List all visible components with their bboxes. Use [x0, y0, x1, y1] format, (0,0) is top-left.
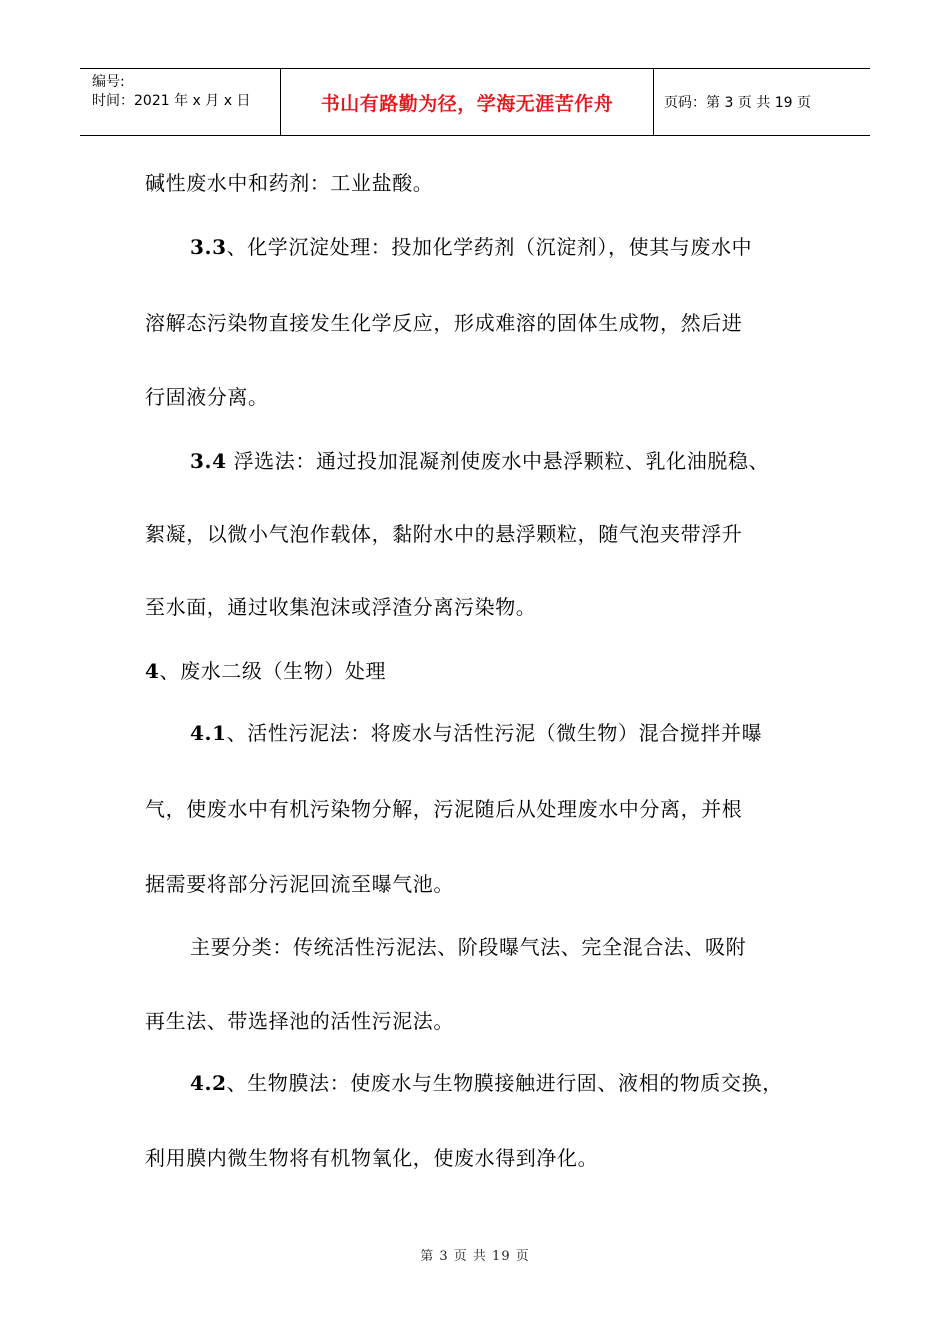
- line-text: 、生物膜法：使废水与生物膜接触进行固、液相的物质交换，: [226, 1071, 783, 1095]
- paragraph-line: 至水面，通过收集泡沫或浮渣分离污染物。: [145, 595, 537, 619]
- line-text: 、化学沉淀处理：投加化学药剂（沉淀剂），使其与废水中: [226, 235, 753, 259]
- section-heading: [145, 658, 825, 684]
- section-number: 4.2: [190, 1071, 227, 1095]
- paragraph-line: 再生法、带选择池的活性污泥法。: [145, 1009, 454, 1033]
- header-page-info: 页码：第 3 页 共 19 页: [664, 95, 811, 111]
- section-number: 4.1: [190, 721, 227, 745]
- header-meta: [80, 69, 280, 135]
- paragraph-line: [190, 1070, 870, 1096]
- page-footer: 第 3 页 共 19 页: [420, 1249, 530, 1264]
- header-time-label: 时间：2021 年 x 月 x 日: [92, 93, 251, 109]
- paragraph-line: 气，使废水中有机污染物分解，污泥随后从处理废水中分离，并根: [145, 797, 743, 821]
- document-header: [80, 68, 870, 136]
- line-text: 、废水二级（生物）处理: [159, 659, 387, 683]
- paragraph-line: 主要分类：传统活性污泥法、阶段曝气法、完全混合法、吸附: [190, 935, 747, 959]
- paragraph-line: [190, 720, 870, 746]
- section-number: 4: [145, 659, 160, 683]
- header-motto: 书山有路勤为径，学海无涯苦作舟: [280, 69, 654, 135]
- section-number: 3.4: [190, 449, 227, 473]
- header-number-label: 编号:: [92, 74, 125, 90]
- section-number: 3.3: [190, 235, 227, 259]
- paragraph-line: 据需要将部分污泥回流至曝气池。: [145, 872, 454, 896]
- paragraph-line: 利用膜内微生物将有机物氧化，使废水得到净化。: [145, 1146, 599, 1170]
- paragraph-line: 碱性废水中和药剂：工业盐酸。: [145, 171, 434, 195]
- paragraph-line: 行固液分离。: [145, 385, 269, 409]
- line-text: 、活性污泥法：将废水与活性污泥（微生物）混合搅拌并曝: [226, 721, 763, 745]
- paragraph-line: 絮凝，以微小气泡作载体，黏附水中的悬浮颗粒，随气泡夹带浮升: [145, 522, 743, 546]
- paragraph-line: [190, 234, 870, 260]
- line-text: 浮选法：通过投加混凝剂使废水中悬浮颗粒、乳化油脱稳、: [226, 449, 770, 473]
- paragraph-line: 溶解态污染物直接发生化学反应，形成难溶的固体生成物，然后进: [145, 311, 743, 335]
- paragraph-line: [190, 448, 870, 474]
